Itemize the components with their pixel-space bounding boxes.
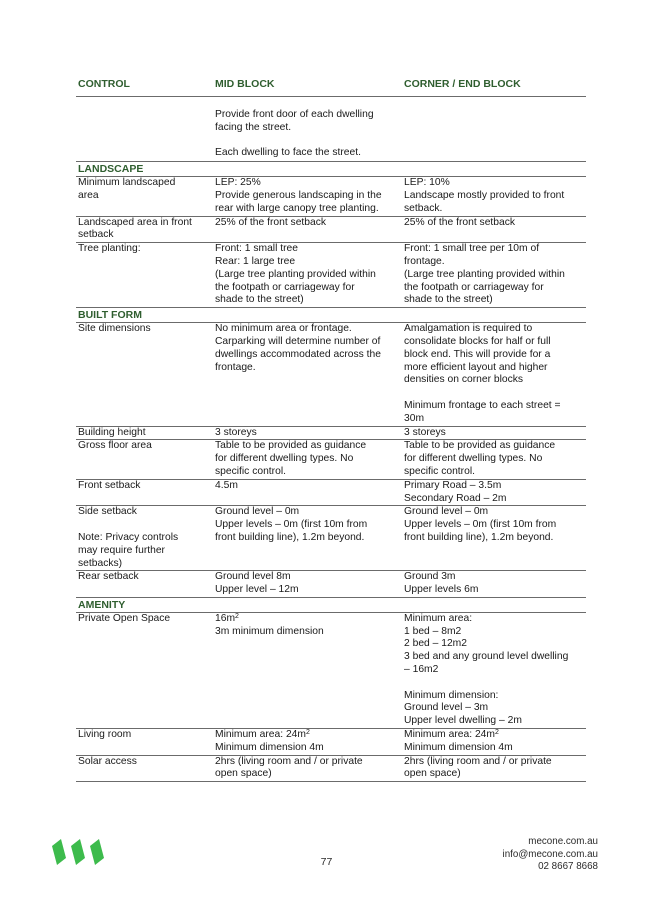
text-line: Each dwelling to face the street. xyxy=(215,147,361,159)
text-line: may require further xyxy=(78,544,165,556)
text-line: Minimum area: $24m^2$ xyxy=(404,729,499,741)
text-line: 3 bed and any ground level dwelling xyxy=(404,651,569,663)
text-line: Side setback xyxy=(78,506,137,518)
text-line: 2 bed – 12m2 xyxy=(404,638,467,650)
text-line: the footpath or carriageway for xyxy=(215,281,355,293)
cell-corner xyxy=(402,480,586,506)
table-row xyxy=(76,177,586,216)
text-line: frontage. xyxy=(404,255,445,267)
text-line: Minimum frontage to each street = xyxy=(404,399,561,411)
text-line: area xyxy=(78,189,99,201)
table-row xyxy=(76,440,586,479)
superscript: 2 xyxy=(494,729,499,737)
text-line: setback xyxy=(78,229,114,241)
cell-mid xyxy=(213,427,402,440)
table-row xyxy=(76,243,586,308)
text-line: 3 storeys xyxy=(215,426,257,438)
cell-mid xyxy=(213,243,402,307)
cell-corner xyxy=(402,323,586,425)
landscape-rows xyxy=(76,177,586,308)
blank-line xyxy=(78,519,213,532)
text-line: shade to the street) xyxy=(404,294,493,306)
cell-control xyxy=(76,177,213,215)
cell-corner xyxy=(402,243,586,307)
blank-line xyxy=(404,387,586,400)
text-line: setbacks) xyxy=(78,557,123,569)
header-corner-end-block: CORNER / END BLOCK xyxy=(404,78,521,90)
table-row xyxy=(76,571,586,598)
section-landscape: LANDSCAPE xyxy=(76,162,586,177)
text-line: Landscaped area in front xyxy=(78,216,192,228)
header-control: CONTROL xyxy=(78,78,130,90)
text-line: specific control. xyxy=(404,465,475,477)
controls-table xyxy=(76,78,586,782)
text-line: Provide generous landscaping in the xyxy=(215,189,382,201)
superscript: 2 xyxy=(235,612,239,620)
cell-corner xyxy=(402,756,586,782)
text-line: facing the street. xyxy=(215,121,292,133)
cell-corner xyxy=(402,109,586,160)
cell-control xyxy=(76,243,213,307)
cell-corner xyxy=(402,177,586,215)
table-row xyxy=(76,217,586,244)
text-line: open space) xyxy=(404,768,461,780)
text-line: front building line), 1.2m beyond. xyxy=(215,531,365,543)
cell-corner xyxy=(402,427,586,440)
section-amenity: AMENITY xyxy=(76,598,586,613)
text-line: Living room xyxy=(78,729,132,741)
cell-mid xyxy=(213,506,402,570)
text-line: No minimum area or frontage. xyxy=(215,323,352,335)
cell-corner xyxy=(402,217,586,243)
cell-mid xyxy=(213,480,402,506)
text-line: Table to be provided as guidance xyxy=(215,440,367,452)
cell-control xyxy=(76,729,213,755)
cell-corner xyxy=(402,440,586,478)
text-line: block end. This will provide for a xyxy=(404,348,551,360)
cell-mid xyxy=(213,571,402,597)
text-line: Carparking will determine number of xyxy=(215,335,381,347)
text-line: specific control. xyxy=(215,465,286,477)
text-line: Landscape mostly provided to front xyxy=(404,189,565,201)
cell-control xyxy=(76,571,213,597)
text-line: Upper level dwelling – 2m xyxy=(404,715,522,727)
text-line: (Large tree planting provided within xyxy=(215,268,376,280)
cell-corner xyxy=(402,571,586,597)
text-line: setback. xyxy=(404,202,443,214)
text-line: 2hrs (living room and / or private xyxy=(404,755,552,767)
cell-control xyxy=(76,323,213,425)
text-line: Private Open Space xyxy=(78,612,171,624)
cell-mid xyxy=(213,323,402,425)
footer-phone: 02 8667 8668 xyxy=(538,861,598,872)
text-line: the footpath or carriageway for xyxy=(404,281,544,293)
text-line: 2hrs (living room and / or private xyxy=(215,755,363,767)
text-line: – 16m2 xyxy=(404,664,439,676)
footer-contact xyxy=(503,836,598,874)
text-line: for different dwelling types. No xyxy=(215,453,354,465)
text-line: Minimum area: $24m^2$ xyxy=(215,729,310,741)
blank-line xyxy=(215,135,402,148)
text-line: shade to the street) xyxy=(215,294,304,306)
text-line: LEP: 25% xyxy=(215,177,261,189)
superscript: 2 xyxy=(305,729,310,737)
footer-email: info@mecone.com.au xyxy=(502,848,598,860)
text-line: Site dimensions xyxy=(78,323,151,335)
amenity-rows xyxy=(76,613,586,782)
text-line: Front: 1 small tree xyxy=(215,243,298,255)
text-line: dwellings accommodated across the xyxy=(215,348,381,360)
cell-mid xyxy=(213,440,402,478)
text-line: Upper levels – 0m (first 10m from xyxy=(215,519,368,531)
table-row xyxy=(76,729,586,756)
section-built-form: BUILT FORM xyxy=(76,308,586,323)
cell-control xyxy=(76,217,213,243)
text-line: open space) xyxy=(215,768,272,780)
text-line: front building line), 1.2m beyond. xyxy=(404,531,554,543)
text-line: Ground level 8m xyxy=(215,571,291,583)
table-row xyxy=(76,756,586,783)
text-line: Upper levels 6m xyxy=(404,584,479,596)
text-line: Solar access xyxy=(78,755,137,767)
table-row xyxy=(76,506,586,571)
cell-mid xyxy=(213,756,402,782)
text-line: Ground level – 0m xyxy=(215,506,300,518)
cell-corner xyxy=(402,613,586,728)
text-line: Ground level – 0m xyxy=(404,506,489,518)
cell-mid xyxy=(213,109,402,160)
text-line: $16m^2$ xyxy=(215,612,239,624)
cell-control xyxy=(76,427,213,440)
text-line: Minimum dimension: xyxy=(404,689,499,701)
text-line: for different dwelling types. No xyxy=(404,453,543,465)
text-line: Table to be provided as guidance xyxy=(404,440,556,452)
text-line: Primary Road – 3.5m xyxy=(404,479,502,491)
cell-mid xyxy=(213,217,402,243)
table-header xyxy=(76,78,586,97)
cell-control xyxy=(76,480,213,506)
text-line: Minimum dimension 4m xyxy=(215,741,324,753)
text-line: 3 storeys xyxy=(404,426,446,438)
footer-website: mecone.com.au xyxy=(528,836,598,847)
table-row xyxy=(76,613,586,729)
cell-mid xyxy=(213,613,402,728)
text-line: Gross floor area xyxy=(78,440,152,452)
cell-mid xyxy=(213,177,402,215)
text-line: Front: 1 small tree per 10m of xyxy=(404,243,540,255)
text-line: Minimum dimension 4m xyxy=(404,741,513,753)
cell-control xyxy=(76,440,213,478)
cell-control xyxy=(76,756,213,782)
text-line: 25% of the front setback xyxy=(404,216,516,228)
header-mid-block: MID BLOCK xyxy=(215,78,275,90)
built-form-rows xyxy=(76,323,586,598)
text-line: Rear: 1 large tree xyxy=(215,255,296,267)
cell-control xyxy=(76,506,213,570)
blank-line xyxy=(404,677,586,690)
text-line: consolidate blocks for half or full xyxy=(404,335,551,347)
text-line: Front setback xyxy=(78,479,141,491)
text-line: Note: Privacy controls xyxy=(78,531,179,543)
table-row xyxy=(76,427,586,441)
text-line: Rear setback xyxy=(78,571,139,583)
table-row xyxy=(76,480,586,507)
text-line: Upper level – 12m xyxy=(215,584,299,596)
text-line: Building height xyxy=(78,426,146,438)
table-row xyxy=(76,323,586,426)
text-line: LEP: 10% xyxy=(404,177,450,189)
text-line: frontage. xyxy=(215,361,256,373)
text-line: Upper levels – 0m (first 10m from xyxy=(404,519,557,531)
text-line: more efficient layout and higher xyxy=(404,361,548,373)
text-line: Ground level – 3m xyxy=(404,702,489,714)
text-line: Secondary Road – 2m xyxy=(404,492,507,504)
text-line: Tree planting: xyxy=(78,243,141,255)
page-number: 77 xyxy=(320,856,333,868)
cell-corner xyxy=(402,506,586,570)
text-line: Minimum landscaped xyxy=(78,177,176,189)
text-line: Ground 3m xyxy=(404,571,456,583)
cell-control xyxy=(76,613,213,728)
text-line: Minimum area: xyxy=(404,612,473,624)
text-line: Provide front door of each dwelling xyxy=(215,109,374,120)
cell-corner xyxy=(402,729,586,755)
text-line: Amalgamation is required to xyxy=(404,323,533,335)
table-row-intro xyxy=(76,97,586,162)
text-line: 1 bed – 8m2 xyxy=(404,625,462,637)
text-line: 25% of the front setback xyxy=(215,216,327,228)
text-line: rear with large canopy tree planting. xyxy=(215,202,379,214)
cell-control xyxy=(76,109,213,160)
text-line: (Large tree planting provided within xyxy=(404,268,565,280)
text-line: 3m minimum dimension xyxy=(215,625,324,637)
cell-mid xyxy=(213,729,402,755)
text-line: 30m xyxy=(404,412,425,424)
text-line: densities on corner blocks xyxy=(404,374,524,386)
text-line: 4.5m xyxy=(215,479,238,491)
